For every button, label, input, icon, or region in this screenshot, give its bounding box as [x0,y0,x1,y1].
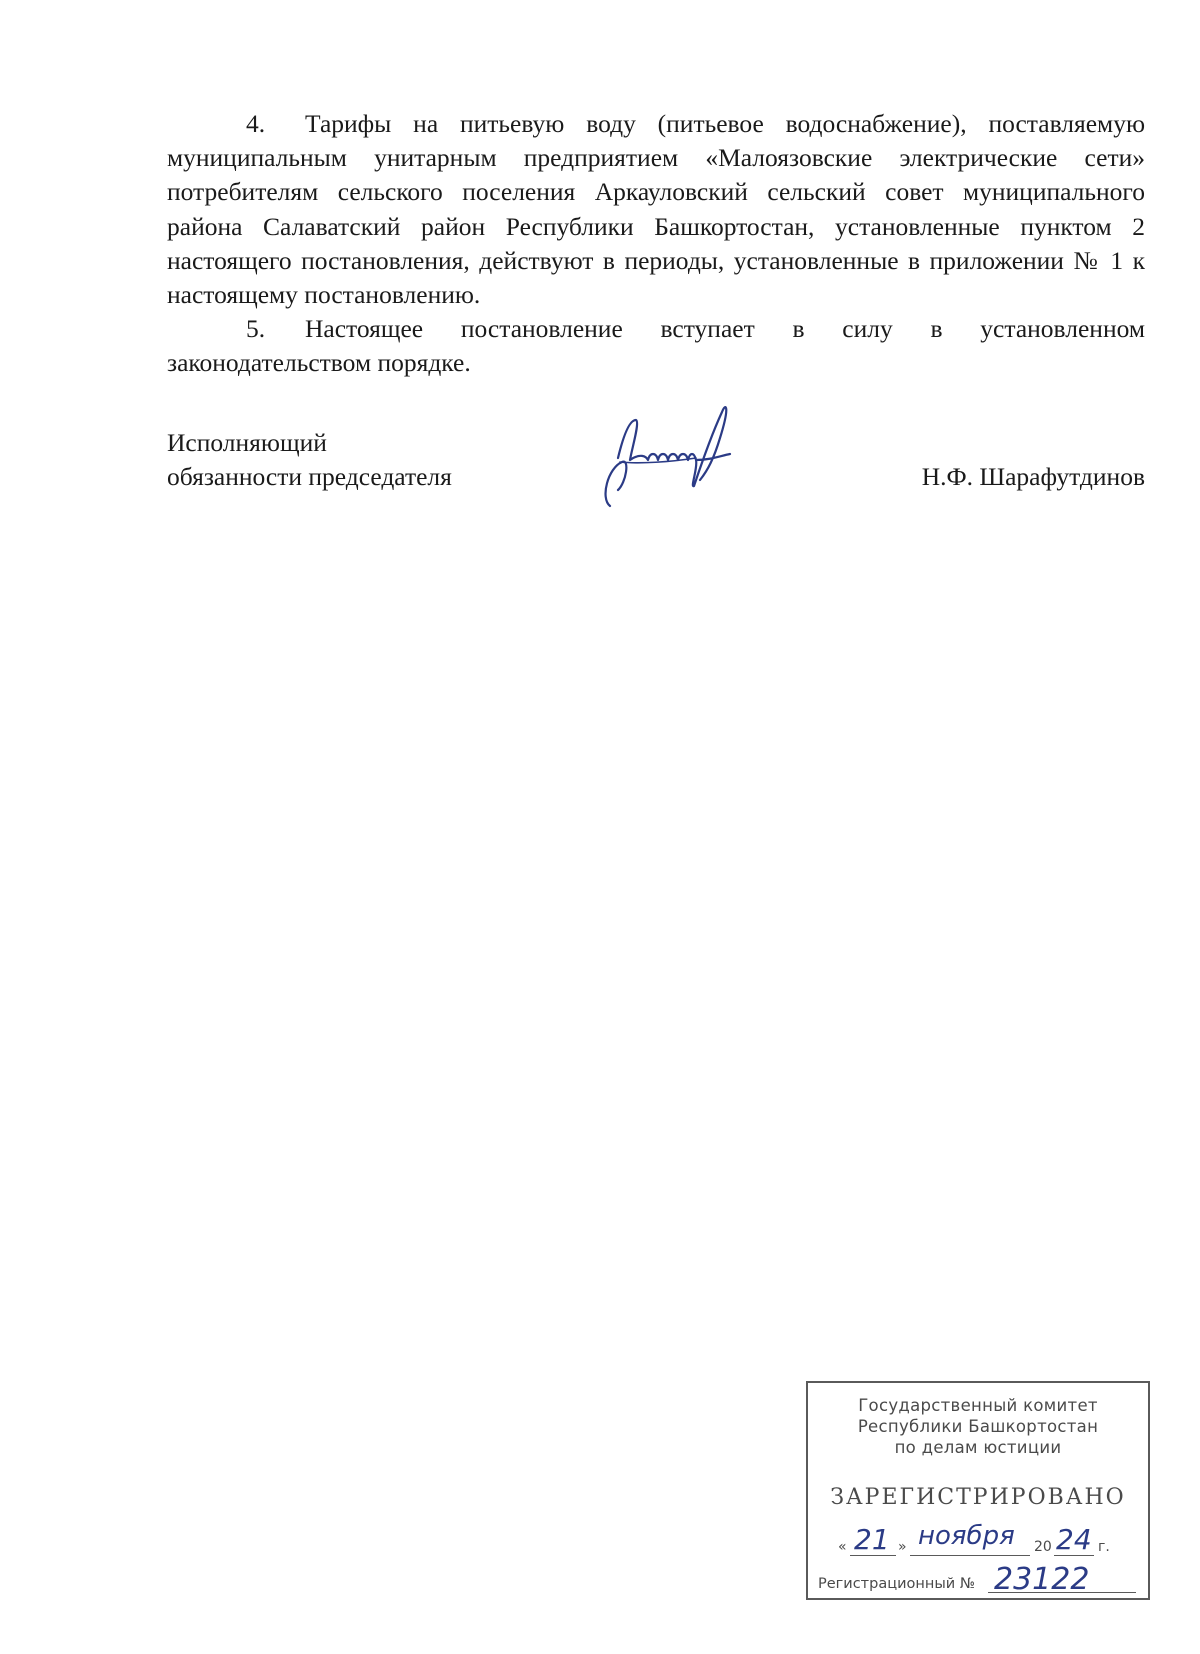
stamp-registration [818,1562,1143,1597]
stamp-date [838,1523,1138,1559]
stamp-org-line-3: по делам юстиции [894,1438,1062,1457]
paragraph-number: 5. [246,314,266,344]
stamp-organization [808,1395,1148,1458]
registration-stamp [806,1381,1150,1600]
position-line-2: обязанности председателя [167,462,452,491]
date-quote-open: « [838,1539,847,1555]
date-month-line [910,1555,1030,1556]
handwritten-signature [600,398,750,518]
stamp-org-line-1: Государственный комитет [858,1396,1098,1415]
position-line-1: Исполняющий [167,428,327,457]
date-year-prefix: 20 [1034,1539,1052,1555]
signatory-position [167,426,452,494]
signatory-name: Н.Ф. Шарафутдинов [921,462,1145,491]
reg-number-handwritten: 23122 [994,1562,1090,1597]
paragraph-number: 4. [246,109,266,138]
date-year-unit: г. [1098,1539,1110,1555]
date-quote-close: » [898,1539,907,1555]
reg-label: Регистрационный № [818,1576,975,1592]
stamp-org-line-2: Республики Башкортостан [857,1417,1099,1436]
date-day-handwritten: 21 [854,1523,890,1556]
date-year-handwritten: 24 [1056,1523,1092,1556]
document-body [167,107,1145,381]
paragraph-5 [167,312,1145,380]
stamp-title: ЗАРЕГИСТРИРОВАНО [830,1485,1126,1510]
paragraph-text: Тарифы на питьевую воду (питьевое водоснабжение), поставляемую муниципальным унитарным предприятием «Малоязовские электрические сети» потребителям сельского поселения Аркауловский сельский совет муниципального района Салаватский район Республики Башкортостан, установленные пунктом 2 настоящего постановления, действуют в периоды, установленные в приложении № 1 к настоящему постановлению. [167,109,1145,310]
date-month-handwritten: ноября [918,1521,1015,1551]
paragraph-text: Настоящее постановление вступает в силу в установленном законодательством порядке. [167,314,1145,378]
paragraph-4 [167,107,1145,312]
